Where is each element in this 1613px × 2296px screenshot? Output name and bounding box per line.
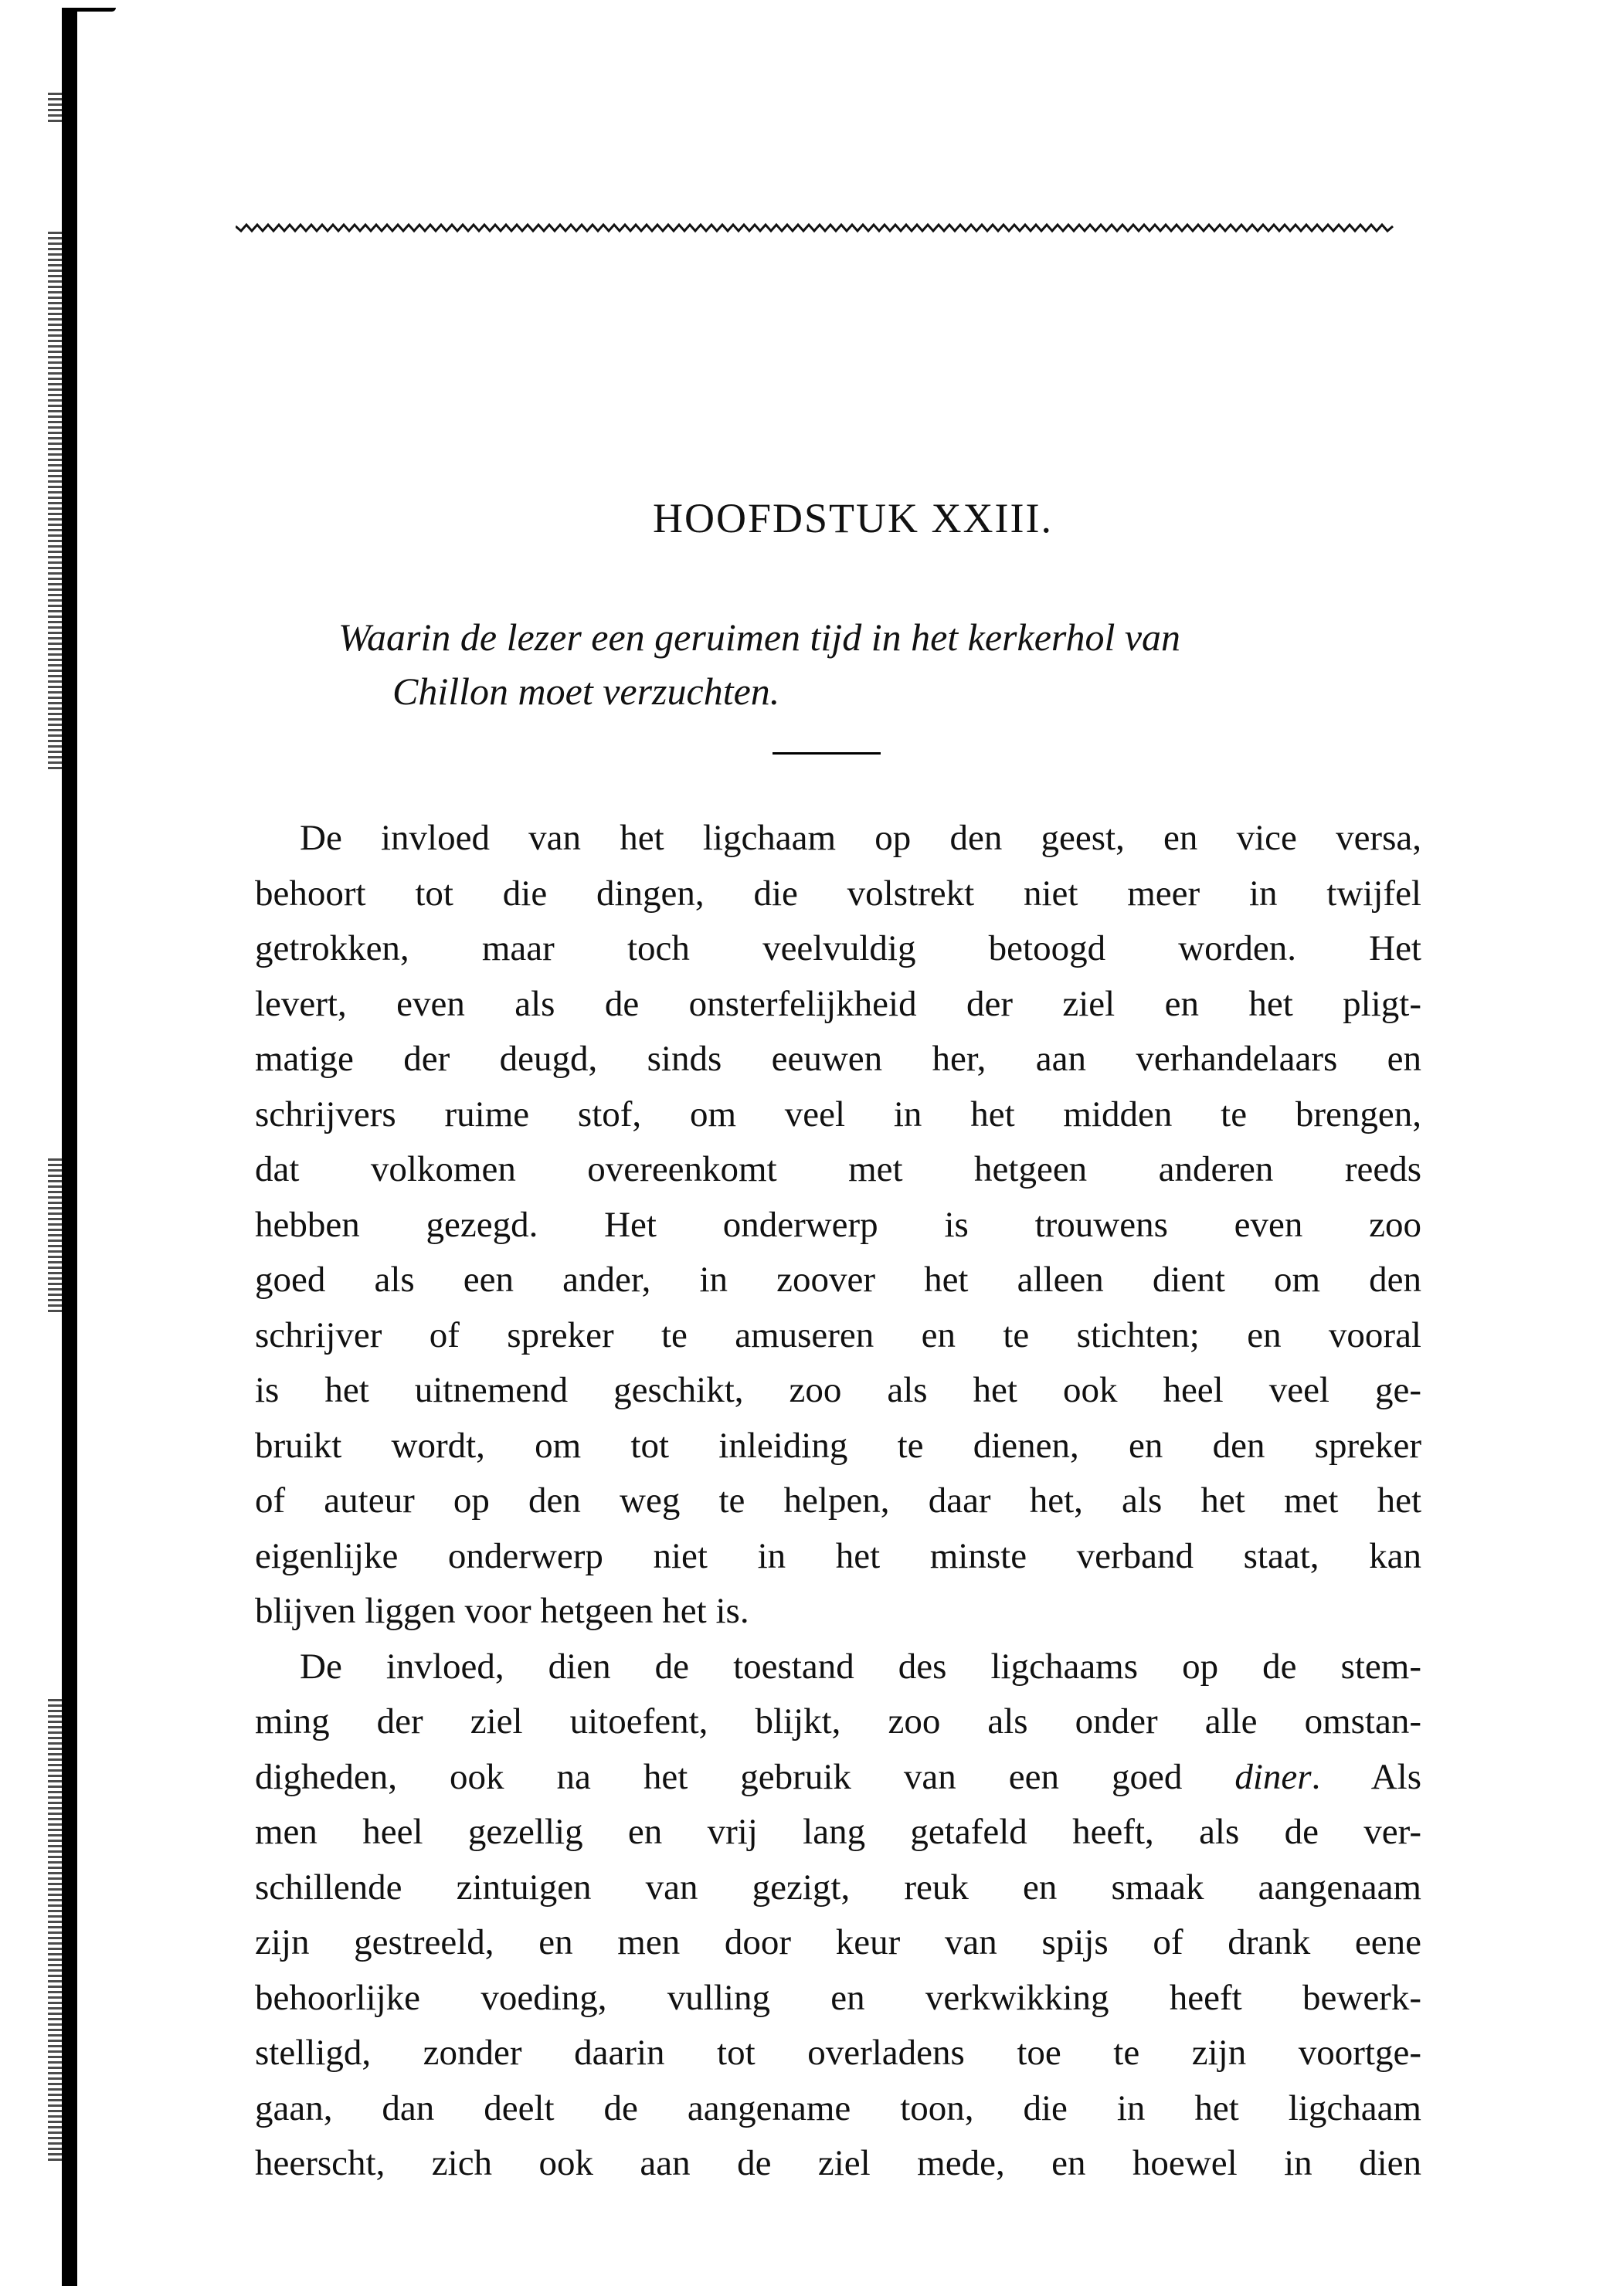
text-line: blijven liggen voor hetgeen het is. — [255, 1591, 749, 1631]
text-line: schillende zintuigen van gezigt, reuk en smaak aangenaam — [255, 1867, 1421, 1908]
text-line: gaan, dan deelt de aangename toon, die in het ligchaam — [255, 2087, 1421, 2128]
text-line: of auteur op den weg te helpen, daar het, als het met het — [255, 1480, 1421, 1521]
chapter-subtitle — [338, 610, 1420, 718]
text-line-with-italic — [255, 1750, 1421, 1806]
italic-word: diner — [1234, 1756, 1312, 1797]
text-line: behoort tot die dingen, die volstrekt niet meer in twijfel — [255, 873, 1421, 914]
book-binding-edge — [62, 0, 79, 2296]
text-line: ming der ziel uitoefent, blijkt, zoo als onder alle omstan- — [255, 1701, 1421, 1742]
text-line: hebben gezegd. Het onderwerp is trouwens even zoo — [255, 1204, 1421, 1245]
text-line: behoorlijke voeding, vulling en verkwikking heeft bewerk- — [255, 1977, 1421, 2018]
paragraph-1 — [255, 811, 1421, 1640]
text-line: De invloed van het ligchaam op den geest, en vice versa, — [300, 818, 1421, 858]
text-line: matige der deugd, sinds eeuwen her, aan verhandelaars en — [255, 1039, 1421, 1079]
binding-speckle — [48, 93, 65, 124]
binding-top-curl — [62, 8, 116, 12]
text-line: getrokken, maar toch veelvuldig betoogd worden. Het — [255, 928, 1421, 968]
chapter-subtitle-line-1: Waarin de lezer een geruimen tijd in het kerkerhol van — [338, 616, 1181, 659]
text-line: stelligd, zonder daarin tot overladens toe te zijn voortge- — [255, 2033, 1421, 2073]
text-fragment: . Als — [1311, 1756, 1421, 1797]
text-line: men heel gezellig en vrij lang getafeld heeft, als de ver- — [255, 1812, 1421, 1852]
paragraph-2 — [255, 1640, 1421, 2192]
binding-speckle — [48, 1158, 65, 1313]
body-text — [255, 811, 1421, 2192]
binding-speckle — [48, 1699, 65, 2162]
text-fragment: digheden, ook na het gebruik van een goed — [255, 1756, 1235, 1797]
text-line: dat volkomen overeenkomt met hetgeen anderen reeds — [255, 1149, 1421, 1189]
text-line: zijn gestreeld, en men door keur van spijs of drank eene — [255, 1922, 1421, 1962]
text-line: schrijvers ruime stof, om veel in het midden te brengen, — [255, 1094, 1421, 1134]
text-line: is het uitnemend geschikt, zoo als het ook heel veel ge- — [255, 1370, 1421, 1410]
text-line: De invloed, dien de toestand des ligchaams op de stem- — [300, 1646, 1421, 1687]
text-line: goed als een ander, in zoover het alleen dient om den — [255, 1260, 1421, 1300]
text-line: schrijver of spreker te amuseren en te stichten; en vooral — [255, 1314, 1421, 1355]
decorative-wavy-rule — [236, 220, 1394, 236]
text-line: levert, even als de onsterfelijkheid der ziel en het pligt- — [255, 983, 1421, 1024]
chapter-subtitle-line-2: Chillon moet verzuchten. — [392, 670, 780, 713]
text-line: bruikt wordt, om tot inleiding te dienen, en den spreker — [255, 1425, 1421, 1466]
section-divider-rule — [773, 752, 881, 755]
text-line: heerscht, zich ook aan de ziel mede, en hoewel in dien — [255, 2143, 1421, 2183]
chapter-heading: HOOFDSTUK XXIII. — [653, 495, 1053, 541]
text-line: eigenlijke onderwerp niet in het minste verband staat, kan — [255, 1535, 1421, 1576]
